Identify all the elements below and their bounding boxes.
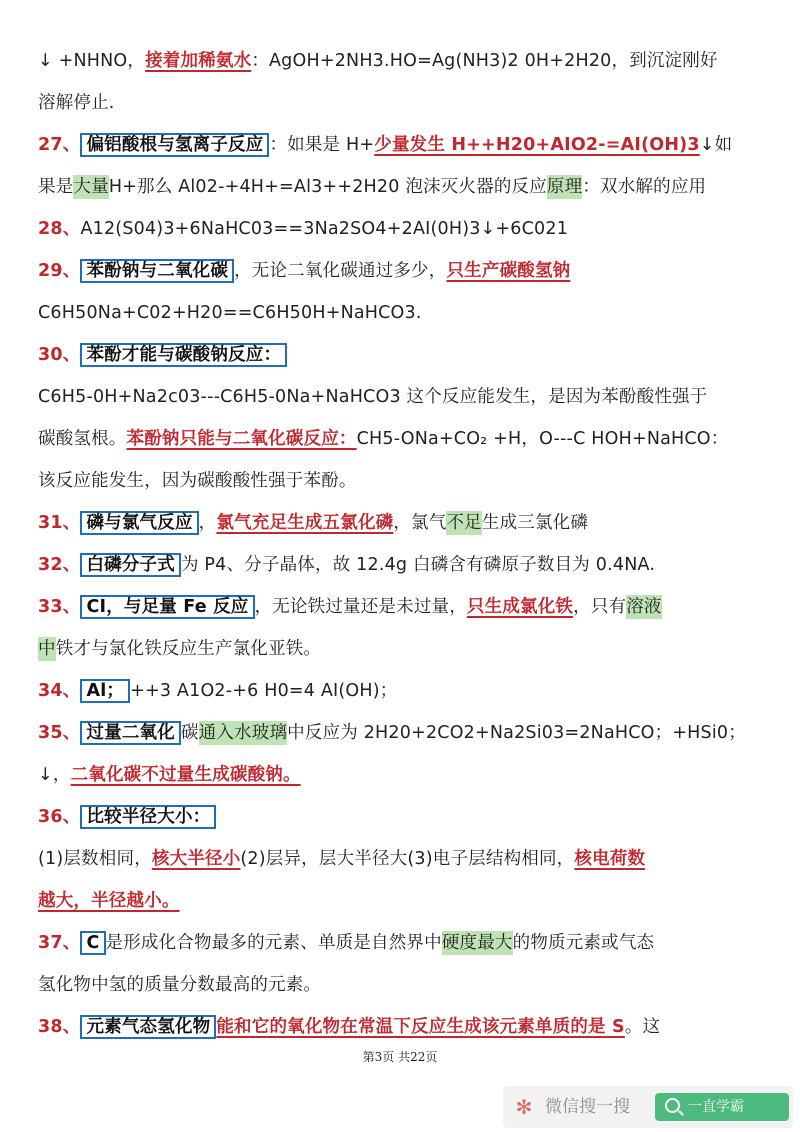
boxed-keyword: CI，与足量 Fe 反应 [80,595,254,619]
item-number: 34、 [38,681,81,701]
text-line [38,292,762,334]
emphasis-text: 只生成氯化铁 [466,597,574,617]
text-line [38,922,762,964]
boxed-keyword: 比较半径大小： [80,805,216,829]
text-line [38,1006,762,1048]
item-number: 36、 [38,807,81,827]
highlighted-text: 原理 [546,177,583,197]
item-number: 35、 [38,723,81,743]
text-line [38,586,762,628]
body-text: CH5-ONa+CO₂ +H，O---C HOH+NaHCO： [356,429,729,449]
highlighted-text: 通入水玻璃 [198,723,288,743]
body-text: H+那么 Al02-+4H+=Al3++2H20 泡沫灭火器的反应 [108,177,547,197]
item-number: 38、 [38,1017,81,1037]
body-text: ，氯气 [393,513,447,533]
emphasis-text: 只生产碳酸氢钠 [446,261,571,281]
body-text: 为 P4、分子晶体，故 12.4g 白磷含有磷原子数目为 0.4NA. [180,555,656,575]
text-line [38,502,762,544]
emphasis-text: 少量发生 H++H20+AIO2-=AI(OH)3 [374,135,700,155]
boxed-keyword: 元素气态氢化物 [80,1015,216,1039]
boxed-keyword: C [80,931,105,955]
text-line [38,712,762,754]
body-text: 碳 [180,723,199,743]
watermark-label: 微信搜一搜 [545,1097,630,1117]
text-line [38,166,762,208]
text-line [38,334,762,376]
body-text: 果是 [38,177,74,197]
text-line [38,628,762,670]
highlighted-text: 中 [38,639,56,659]
body-text: ，无论二氧化碳通过多少， [234,261,447,281]
item-number: 27、 [38,135,81,155]
search-account-button[interactable] [655,1093,789,1121]
text-line [38,544,762,586]
highlighted-text: 硬度最大 [441,933,513,953]
body-text: 是形成化合物最多的元素、单质是自然界中 [105,933,442,953]
body-text: 该反应能发生，因为碳酸酸性强于苯酚。 [38,471,357,491]
item-number: 32、 [38,555,81,575]
item-number: 37、 [38,933,81,953]
body-text: 溶解停止. [38,93,115,113]
emphasis-text: 核大半径小 [151,849,241,869]
item-number: 30、 [38,345,81,365]
item-number: 29、 [38,261,81,281]
text-line [38,418,762,460]
boxed-keyword: 苯酚才能与碳酸钠反应： [80,343,287,367]
emphasis-text: 能和它的氧化物在常温下反应生成该元素单质的是 S [216,1017,625,1037]
search-account-label: 一直学霸 [688,1099,744,1115]
boxed-keyword: 苯酚钠与二氧化碳 [80,259,234,283]
text-line [38,460,762,502]
emphasis-text: 苯酚钠只能与二氧化碳反应： [126,429,357,449]
wechat-search-watermark[interactable] [503,1086,793,1128]
boxed-keyword: 偏铝酸根与氢离子反应 [80,133,269,157]
item-number: 33、 [38,597,81,617]
text-line [38,250,762,292]
highlighted-text: 大量 [73,177,109,197]
body-text: (1)层数相同， [38,849,152,869]
body-text: ：AgOH+2NH3.HO=Ag(NH3)2 0H+2H20，到沉淀刚好 [251,51,718,71]
boxed-keyword: 磷与氯气反应 [80,511,198,535]
boxed-keyword: 过量二氧化 [80,721,181,745]
document-body [38,40,762,1048]
wechat-search-icon: ✻ [515,1095,533,1119]
text-line [38,964,762,1006]
body-text: 中反应为 2H20+2CO2+Na2Si03=2NaHCO；+HSi0； [287,723,746,743]
body-text: C6H5-0H+Na2c03---C6H5-0Na+NaHCO3 这个反应能发生，是因为苯酚酸性强于 [38,387,708,407]
emphasis-text: 氯气充足生成五氯化磷 [216,513,394,533]
text-line [38,670,762,712]
text-line [38,124,762,166]
body-text: 氢化物中氢的质量分数最高的元素。 [38,975,322,995]
body-text: C6H50Na+C02+H20==C6H50H+NaHCO3. [38,303,422,323]
emphasis-text: 二氧化碳不过量生成碳酸钠。 [70,765,301,785]
emphasis-text: 核电荷数 [574,849,646,869]
body-text: 铁才与氯化铁反应生产氯化亚铁。 [55,639,322,659]
text-line [38,796,762,838]
search-icon [665,1098,680,1113]
boxed-keyword: 白磷分子式 [80,553,181,577]
page-number: 第3页 共22页 [362,1050,438,1064]
body-text: 碳酸氢根。 [38,429,127,449]
text-line [38,376,762,418]
text-line [38,838,762,880]
body-text: A12(S04)3+6NaHC03==3Na2SO4+2AI(0H)3↓+6C021 [80,219,569,239]
body-text: ↓ +NHNO， [38,51,146,71]
body-text: 的物质元素或气态 [512,933,655,953]
body-text: (2)层异，层大半径大(3)电子层结构相同， [240,849,575,869]
text-line [38,880,762,922]
body-text: ：双水解的应用 [582,177,707,197]
item-number: 28、 [38,219,81,239]
text-line [38,82,762,124]
body-text: ，无论铁过量还是未过量， [254,597,467,617]
boxed-keyword: Al； [80,679,130,703]
body-text: ↓， [38,765,71,785]
emphasis-text: 接着加稀氨水 [145,51,252,71]
body-text: 。这 [624,1017,661,1037]
body-text: 生成三氯化磷 [481,513,589,533]
text-line [38,754,762,796]
body-text: ，只有 [573,597,627,617]
text-line [38,208,762,250]
item-number: 31、 [38,513,81,533]
body-text: ++3 A1O2-+6 H0=4 AI(OH)； [130,681,398,701]
body-text: ， [198,513,217,533]
body-text: ：如果是 H+ [269,135,375,155]
text-line [38,40,762,82]
highlighted-text: 溶液 [626,597,662,617]
emphasis-text: 越大，半径越小。 [38,891,180,911]
body-text: ↓如 [699,135,733,155]
highlighted-text: 不足 [446,513,482,533]
